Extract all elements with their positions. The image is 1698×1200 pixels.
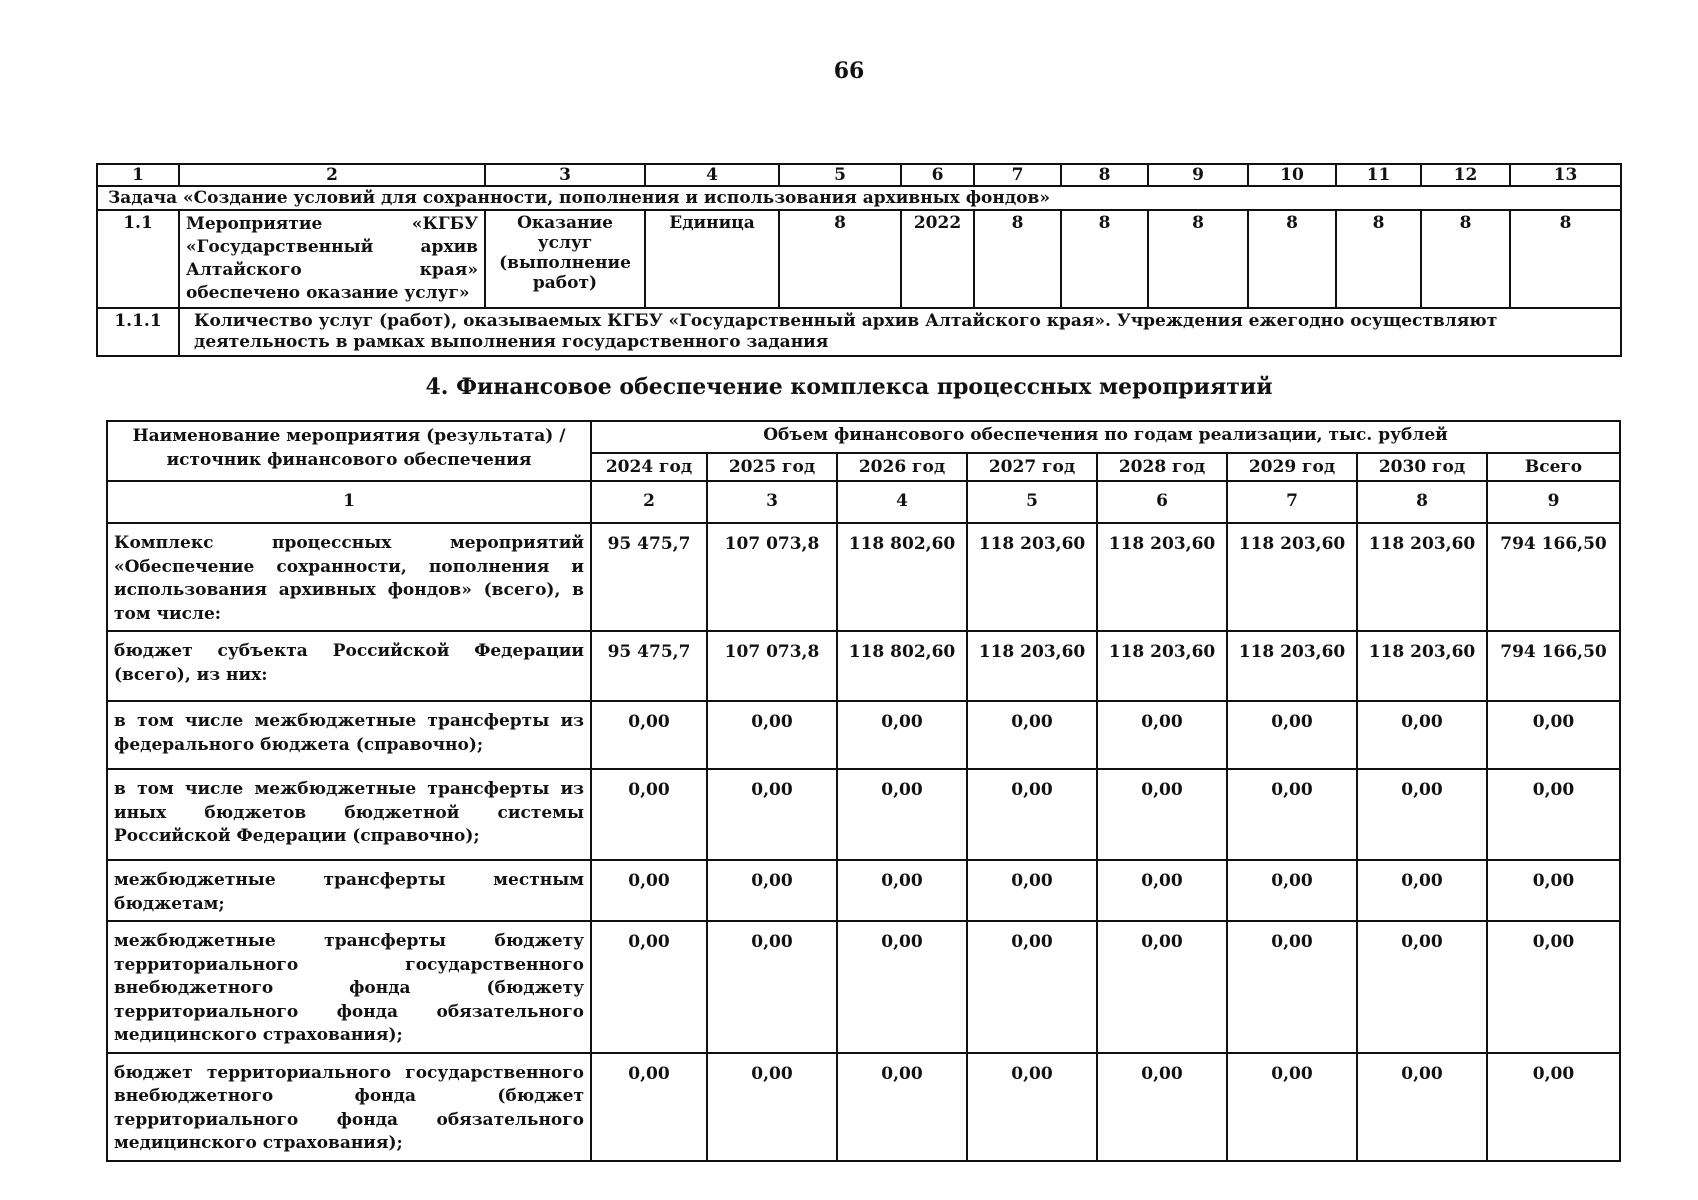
table-row xyxy=(107,921,1620,1053)
table-row xyxy=(107,631,1620,701)
table1-header-cell: 1 xyxy=(97,164,179,186)
year-value: 8 xyxy=(974,210,1061,308)
value-cell: 0,00 xyxy=(1487,921,1620,1053)
value-cell: 118 203,60 xyxy=(1097,631,1227,701)
year-header: 2024 год xyxy=(591,453,707,481)
value-cell: 0,00 xyxy=(1227,1053,1357,1161)
table1-header-cell: 12 xyxy=(1421,164,1510,186)
year-header: 2025 год xyxy=(707,453,837,481)
task-row xyxy=(97,186,1621,210)
table1-header-cell: 7 xyxy=(974,164,1061,186)
value-cell: 0,00 xyxy=(1487,769,1620,860)
year-header: 2027 год xyxy=(967,453,1097,481)
table-row xyxy=(107,701,1620,769)
section-title: 4. Финансовое обеспечение комплекса процессных мероприятий xyxy=(425,374,1273,400)
table-row xyxy=(107,1053,1620,1161)
row-name: бюджет территориального государственного внебюджетного фонда (бюджет территориального фонда обязательного медицинского страхования); xyxy=(107,1053,591,1161)
column-number: 9 xyxy=(1487,481,1620,523)
measure-unit: Единица xyxy=(645,210,779,308)
value-cell: 0,00 xyxy=(1227,701,1357,769)
value-cell: 0,00 xyxy=(1487,701,1620,769)
table-row xyxy=(107,523,1620,631)
value-cell: 0,00 xyxy=(1357,860,1487,921)
value-cell: 118 203,60 xyxy=(1227,523,1357,631)
value-cell: 0,00 xyxy=(1227,860,1357,921)
column-number: 8 xyxy=(1357,481,1487,523)
value-cell: 0,00 xyxy=(1097,860,1227,921)
value-cell: 794 166,50 xyxy=(1487,523,1620,631)
table1-header-cell: 10 xyxy=(1248,164,1336,186)
table1-header-cell: 4 xyxy=(645,164,779,186)
value-cell: 0,00 xyxy=(591,860,707,921)
value-cell: 0,00 xyxy=(1097,1053,1227,1161)
value-cell: 0,00 xyxy=(967,701,1097,769)
value-cell: 0,00 xyxy=(1487,860,1620,921)
value-cell: 0,00 xyxy=(707,769,837,860)
table1-header-cell: 2 xyxy=(179,164,485,186)
page-number: 66 xyxy=(833,58,865,84)
column-number: 3 xyxy=(707,481,837,523)
year-value: 8 xyxy=(1148,210,1248,308)
value-cell: 0,00 xyxy=(837,921,967,1053)
value-cell: 0,00 xyxy=(1227,769,1357,860)
table1-header-cell: 13 xyxy=(1510,164,1621,186)
value-cell: 0,00 xyxy=(837,860,967,921)
value-cell: 0,00 xyxy=(1357,921,1487,1053)
measure-name: Мероприятие «КГБУ «Государственный архив Алтайского края» обеспечено оказание услуг» xyxy=(179,210,485,308)
task-title: Задача «Создание условий для сохранности, пополнения и использования архивных фондов» xyxy=(97,186,1621,210)
value-cell: 118 203,60 xyxy=(967,523,1097,631)
column-number: 6 xyxy=(1097,481,1227,523)
row-name: межбюджетные трансферты местным бюджетам; xyxy=(107,860,591,921)
column-group-header: Объем финансового обеспечения по годам реализации, тыс. рублей xyxy=(591,421,1620,453)
value-cell: 0,00 xyxy=(1487,1053,1620,1161)
table1-header-cell: 6 xyxy=(901,164,974,186)
column-number: 5 xyxy=(967,481,1097,523)
indicators-table xyxy=(96,163,1622,357)
value-cell: 0,00 xyxy=(1227,921,1357,1053)
table2-column-numbers-row xyxy=(107,481,1620,523)
financing-table xyxy=(106,420,1621,1162)
year-value: 8 xyxy=(1061,210,1148,308)
value-cell: 0,00 xyxy=(707,701,837,769)
value-cell: 95 475,7 xyxy=(591,631,707,701)
value-cell: 0,00 xyxy=(591,701,707,769)
year-value: 8 xyxy=(1248,210,1336,308)
value-cell: 0,00 xyxy=(591,769,707,860)
value-cell: 0,00 xyxy=(707,921,837,1053)
value-cell: 0,00 xyxy=(967,921,1097,1053)
value-cell: 0,00 xyxy=(837,1053,967,1161)
value-cell: 118 203,60 xyxy=(1227,631,1357,701)
table-row xyxy=(107,860,1620,921)
column-number: 4 xyxy=(837,481,967,523)
row-number: 1.1 xyxy=(97,210,179,308)
column-number: 1 xyxy=(107,481,591,523)
year-value: 8 xyxy=(1421,210,1510,308)
value-cell: 0,00 xyxy=(1357,769,1487,860)
value-cell: 0,00 xyxy=(837,701,967,769)
table2-header-row xyxy=(107,421,1620,453)
value-cell: 0,00 xyxy=(591,921,707,1053)
row-number: 1.1.1 xyxy=(97,308,179,356)
value-cell: 118 203,60 xyxy=(967,631,1097,701)
column-number: 7 xyxy=(1227,481,1357,523)
value-cell: 118 802,60 xyxy=(837,523,967,631)
table-row xyxy=(97,308,1621,356)
value-cell: 0,00 xyxy=(837,769,967,860)
table1-header-row xyxy=(97,164,1621,186)
value-cell: 0,00 xyxy=(967,769,1097,860)
value-cell: 0,00 xyxy=(1097,701,1227,769)
row-name: бюджет субъекта Российской Федерации (всего), из них: xyxy=(107,631,591,701)
value-cell: 0,00 xyxy=(1097,769,1227,860)
column-number: 2 xyxy=(591,481,707,523)
row-name: в том числе межбюджетные трансферты из иных бюджетов бюджетной системы Российской Федерации (справочно); xyxy=(107,769,591,860)
value-cell: 0,00 xyxy=(967,860,1097,921)
value-cell: 794 166,50 xyxy=(1487,631,1620,701)
value-cell: 0,00 xyxy=(1097,921,1227,1053)
year-value: 8 xyxy=(1336,210,1421,308)
table1-header-cell: 11 xyxy=(1336,164,1421,186)
year-header: 2029 год xyxy=(1227,453,1357,481)
value-cell: 118 802,60 xyxy=(837,631,967,701)
value-cell: 118 203,60 xyxy=(1357,523,1487,631)
table1-header-cell: 3 xyxy=(485,164,645,186)
value-cell: 0,00 xyxy=(967,1053,1097,1161)
value-cell: 95 475,7 xyxy=(591,523,707,631)
row-name: межбюджетные трансферты бюджету территориального государственного внебюджетного фонда (бюджету территориального фонда обязательного медицинского страхования); xyxy=(107,921,591,1053)
value-cell: 118 203,60 xyxy=(1357,631,1487,701)
table-row xyxy=(97,210,1621,308)
value-cell: 0,00 xyxy=(1357,701,1487,769)
value-cell: 0,00 xyxy=(1357,1053,1487,1161)
table1-header-cell: 5 xyxy=(779,164,901,186)
column-header-name: Наименование мероприятия (результата) / источник финансового обеспечения xyxy=(107,421,591,481)
table1-header-cell: 9 xyxy=(1148,164,1248,186)
year-header: 2026 год xyxy=(837,453,967,481)
value-cell: 107 073,8 xyxy=(707,523,837,631)
table-row xyxy=(107,769,1620,860)
value-cell: 107 073,8 xyxy=(707,631,837,701)
total-header: Всего xyxy=(1487,453,1620,481)
value-cell: 118 203,60 xyxy=(1097,523,1227,631)
result-description: Количество услуг (работ), оказываемых КГБУ «Государственный архив Алтайского края». Учреждения ежегодно осуществляют деятельность в рамках выполнения государственного задания xyxy=(179,308,1621,356)
row-name: в том числе межбюджетные трансферты из федерального бюджета (справочно); xyxy=(107,701,591,769)
year-value: 8 xyxy=(1510,210,1621,308)
row-name: Комплекс процессных мероприятий «Обеспечение сохранности, пополнения и использования архивных фондов» (всего), в том числе: xyxy=(107,523,591,631)
value-cell: 0,00 xyxy=(591,1053,707,1161)
base-year: 2022 xyxy=(901,210,974,308)
base-value: 8 xyxy=(779,210,901,308)
value-cell: 0,00 xyxy=(707,860,837,921)
table1-header-cell: 8 xyxy=(1061,164,1148,186)
year-header: 2028 год xyxy=(1097,453,1227,481)
value-cell: 0,00 xyxy=(707,1053,837,1161)
year-header: 2030 год xyxy=(1357,453,1487,481)
measure-type: Оказание услуг (выполнение работ) xyxy=(485,210,645,308)
